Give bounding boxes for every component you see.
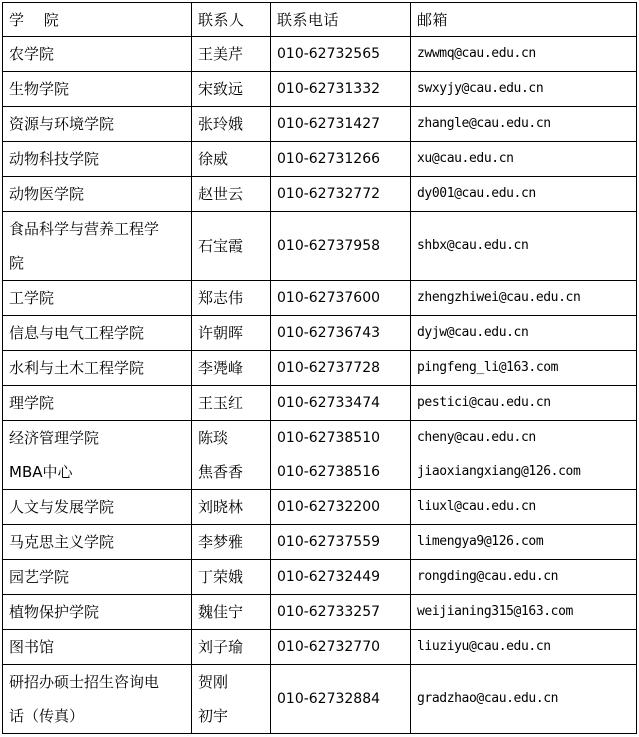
cell-phone-text: 010-62733257 <box>277 604 381 620</box>
table-row <box>3 386 637 421</box>
cell-contact <box>192 595 271 630</box>
cell-college <box>3 142 192 177</box>
cell-college <box>3 107 192 142</box>
cell-contact-text: 贺刚 <box>198 673 229 691</box>
cell-contact-text: 李凴峰 <box>198 359 244 377</box>
cell-contact-text: 王玉红 <box>198 394 244 412</box>
cell-email-text[interactable]: xu@cau.edu.cn <box>417 151 514 166</box>
cell-email <box>411 72 637 107</box>
cell-contact-text: 王美芹 <box>198 45 244 63</box>
cell-phone-text: 010-62738516 <box>277 464 381 480</box>
cell-college-text: 话（传真） <box>9 707 85 725</box>
cell-contact <box>192 281 271 316</box>
cell-email <box>411 490 637 525</box>
cell-college-text: MBA中心 <box>9 463 73 481</box>
cell-college-text: 资源与环境学院 <box>9 115 115 133</box>
cell-contact-text: 李梦雅 <box>198 533 244 551</box>
header-phone: 联系电话 <box>271 3 411 37</box>
cell-college <box>3 37 192 72</box>
contacts-table <box>2 2 637 734</box>
cell-college <box>3 212 192 281</box>
cell-phone-text: 010-62737559 <box>277 534 381 550</box>
cell-phone-text: 010-62732884 <box>277 691 381 707</box>
cell-college <box>3 316 192 351</box>
cell-email-text[interactable]: liuxl@cau.edu.cn <box>417 499 536 514</box>
cell-phone <box>271 490 411 525</box>
cell-college-text: 马克思主义学院 <box>9 533 115 551</box>
cell-contact <box>192 386 271 421</box>
table-body <box>3 37 637 734</box>
table-row <box>3 177 637 212</box>
cell-phone <box>271 560 411 595</box>
cell-email-text[interactable]: shbx@cau.edu.cn <box>417 238 529 253</box>
cell-email <box>411 421 637 490</box>
cell-email-text[interactable]: weijianing315@163.com <box>417 604 573 619</box>
cell-phone-text: 010-62737600 <box>277 290 381 306</box>
cell-phone-text: 010-62732772 <box>277 186 381 202</box>
cell-email <box>411 665 637 734</box>
cell-phone-text: 010-62737958 <box>277 238 381 254</box>
cell-email <box>411 107 637 142</box>
cell-contact <box>192 630 271 665</box>
cell-contact <box>192 351 271 386</box>
cell-college-text: 食品科学与营养工程学 <box>9 220 160 238</box>
table-row <box>3 72 637 107</box>
cell-college <box>3 630 192 665</box>
cell-phone <box>271 72 411 107</box>
cell-email-text[interactable]: liuziyu@cau.edu.cn <box>417 639 551 654</box>
cell-email <box>411 595 637 630</box>
cell-phone <box>271 316 411 351</box>
cell-contact <box>192 490 271 525</box>
table-row <box>3 595 637 630</box>
cell-contact-text: 赵世云 <box>198 185 244 203</box>
cell-contact-text: 魏佳宁 <box>198 603 244 621</box>
cell-college <box>3 421 192 490</box>
cell-contact <box>192 421 271 490</box>
cell-email-text[interactable]: pestici@cau.edu.cn <box>417 395 551 410</box>
cell-contact-text: 陈琰 <box>198 429 229 447</box>
cell-college-text: 园艺学院 <box>9 568 70 586</box>
cell-college-text: 水利与土木工程学院 <box>9 359 145 377</box>
cell-email-text[interactable]: zhangle@cau.edu.cn <box>417 116 551 131</box>
cell-contact <box>192 316 271 351</box>
cell-email-text[interactable]: jiaoxiangxiang@126.com <box>417 464 581 479</box>
cell-college-text: 理学院 <box>9 394 55 412</box>
cell-contact <box>192 212 271 281</box>
table-row <box>3 281 637 316</box>
cell-phone <box>271 386 411 421</box>
cell-phone-text: 010-62733474 <box>277 395 381 411</box>
cell-email-text[interactable]: gradzhao@cau.edu.cn <box>417 691 559 706</box>
header-contact: 联系人 <box>192 3 271 37</box>
cell-email-text[interactable]: zwwmq@cau.edu.cn <box>417 46 536 61</box>
cell-college <box>3 351 192 386</box>
cell-phone <box>271 525 411 560</box>
cell-college-text: 研招办硕士招生咨询电 <box>9 673 160 691</box>
table-row <box>3 630 637 665</box>
table-header-row <box>3 3 637 37</box>
table-row <box>3 316 637 351</box>
cell-college-text: 动物医学院 <box>9 185 85 203</box>
cell-phone <box>271 281 411 316</box>
cell-phone <box>271 630 411 665</box>
cell-contact <box>192 665 271 734</box>
cell-phone <box>271 142 411 177</box>
cell-email-text[interactable]: dy001@cau.edu.cn <box>417 186 536 201</box>
table-row <box>3 560 637 595</box>
cell-email-text[interactable]: dyjw@cau.edu.cn <box>417 325 529 340</box>
cell-email <box>411 212 637 281</box>
cell-college <box>3 72 192 107</box>
cell-college-text: 农学院 <box>9 45 55 63</box>
cell-college <box>3 490 192 525</box>
cell-contact <box>192 560 271 595</box>
cell-contact <box>192 37 271 72</box>
cell-email-text[interactable]: limengya9@126.com <box>417 534 544 549</box>
cell-email-text[interactable]: cheny@cau.edu.cn <box>417 430 536 445</box>
cell-phone-text: 010-62732449 <box>277 569 381 585</box>
table-row <box>3 490 637 525</box>
cell-college-text: 生物学院 <box>9 80 70 98</box>
cell-phone <box>271 351 411 386</box>
cell-college-text: 信息与电气工程学院 <box>9 324 145 342</box>
cell-phone-text: 010-62736743 <box>277 325 381 341</box>
cell-contact-text: 石宝霞 <box>198 237 244 255</box>
cell-contact <box>192 525 271 560</box>
cell-college-text: 人文与发展学院 <box>9 498 115 516</box>
table-row <box>3 525 637 560</box>
cell-college-text: 经济管理学院 <box>9 429 100 447</box>
cell-email-text[interactable]: swxyjy@cau.edu.cn <box>417 81 544 96</box>
cell-college <box>3 525 192 560</box>
table-row <box>3 37 637 72</box>
cell-college <box>3 177 192 212</box>
cell-contact-text: 焦香香 <box>198 463 244 481</box>
cell-email-text[interactable]: rongding@cau.edu.cn <box>417 569 559 584</box>
cell-phone-text: 010-62738510 <box>277 430 381 446</box>
header-college: 学 院 <box>3 3 192 37</box>
cell-email <box>411 142 637 177</box>
cell-contact-text: 许朝晖 <box>198 324 244 342</box>
table-row <box>3 421 637 490</box>
cell-phone-text: 010-62732770 <box>277 639 381 655</box>
cell-college-text: 植物保护学院 <box>9 603 100 621</box>
cell-email <box>411 37 637 72</box>
cell-phone <box>271 107 411 142</box>
table-row <box>3 107 637 142</box>
cell-email <box>411 316 637 351</box>
cell-email <box>411 351 637 386</box>
cell-contact-text: 刘晓林 <box>198 498 244 516</box>
cell-contact <box>192 107 271 142</box>
cell-email <box>411 281 637 316</box>
table-row <box>3 142 637 177</box>
cell-phone <box>271 212 411 281</box>
cell-email <box>411 560 637 595</box>
cell-email <box>411 630 637 665</box>
cell-contact-text: 宋致远 <box>198 80 244 98</box>
cell-email-text[interactable]: zhengzhiwei@cau.edu.cn <box>417 290 581 305</box>
cell-phone-text: 010-62732565 <box>277 46 381 62</box>
cell-email <box>411 386 637 421</box>
cell-college-text: 图书馆 <box>9 638 55 656</box>
cell-college-text: 动物科技学院 <box>9 150 100 168</box>
cell-college <box>3 665 192 734</box>
cell-email-text[interactable]: pingfeng_li@163.com <box>417 360 559 375</box>
cell-college <box>3 386 192 421</box>
cell-contact <box>192 72 271 107</box>
cell-college-text: 院 <box>9 254 25 272</box>
cell-college-text: 工学院 <box>9 289 55 307</box>
cell-phone <box>271 665 411 734</box>
table-row <box>3 212 637 281</box>
cell-contact-text: 丁荣娥 <box>198 568 244 586</box>
cell-contact-text: 初宇 <box>198 707 229 725</box>
cell-phone-text: 010-62731427 <box>277 116 381 132</box>
cell-contact <box>192 142 271 177</box>
cell-contact-text: 徐威 <box>198 150 229 168</box>
cell-contact-text: 刘子瑜 <box>198 638 244 656</box>
cell-college <box>3 281 192 316</box>
cell-phone-text: 010-62731332 <box>277 81 381 97</box>
cell-phone <box>271 37 411 72</box>
cell-college <box>3 560 192 595</box>
table-row <box>3 351 637 386</box>
cell-contact <box>192 177 271 212</box>
cell-phone <box>271 595 411 630</box>
header-email: 邮箱 <box>411 3 637 37</box>
cell-phone-text: 010-62737728 <box>277 360 381 376</box>
cell-phone <box>271 421 411 490</box>
cell-contact-text: 郑志伟 <box>198 289 244 307</box>
cell-phone-text: 010-62731266 <box>277 151 381 167</box>
table-row <box>3 665 637 734</box>
cell-college <box>3 595 192 630</box>
cell-phone-text: 010-62732200 <box>277 499 381 515</box>
cell-email <box>411 525 637 560</box>
cell-contact-text: 张玲娥 <box>198 115 244 133</box>
cell-email <box>411 177 637 212</box>
cell-phone <box>271 177 411 212</box>
